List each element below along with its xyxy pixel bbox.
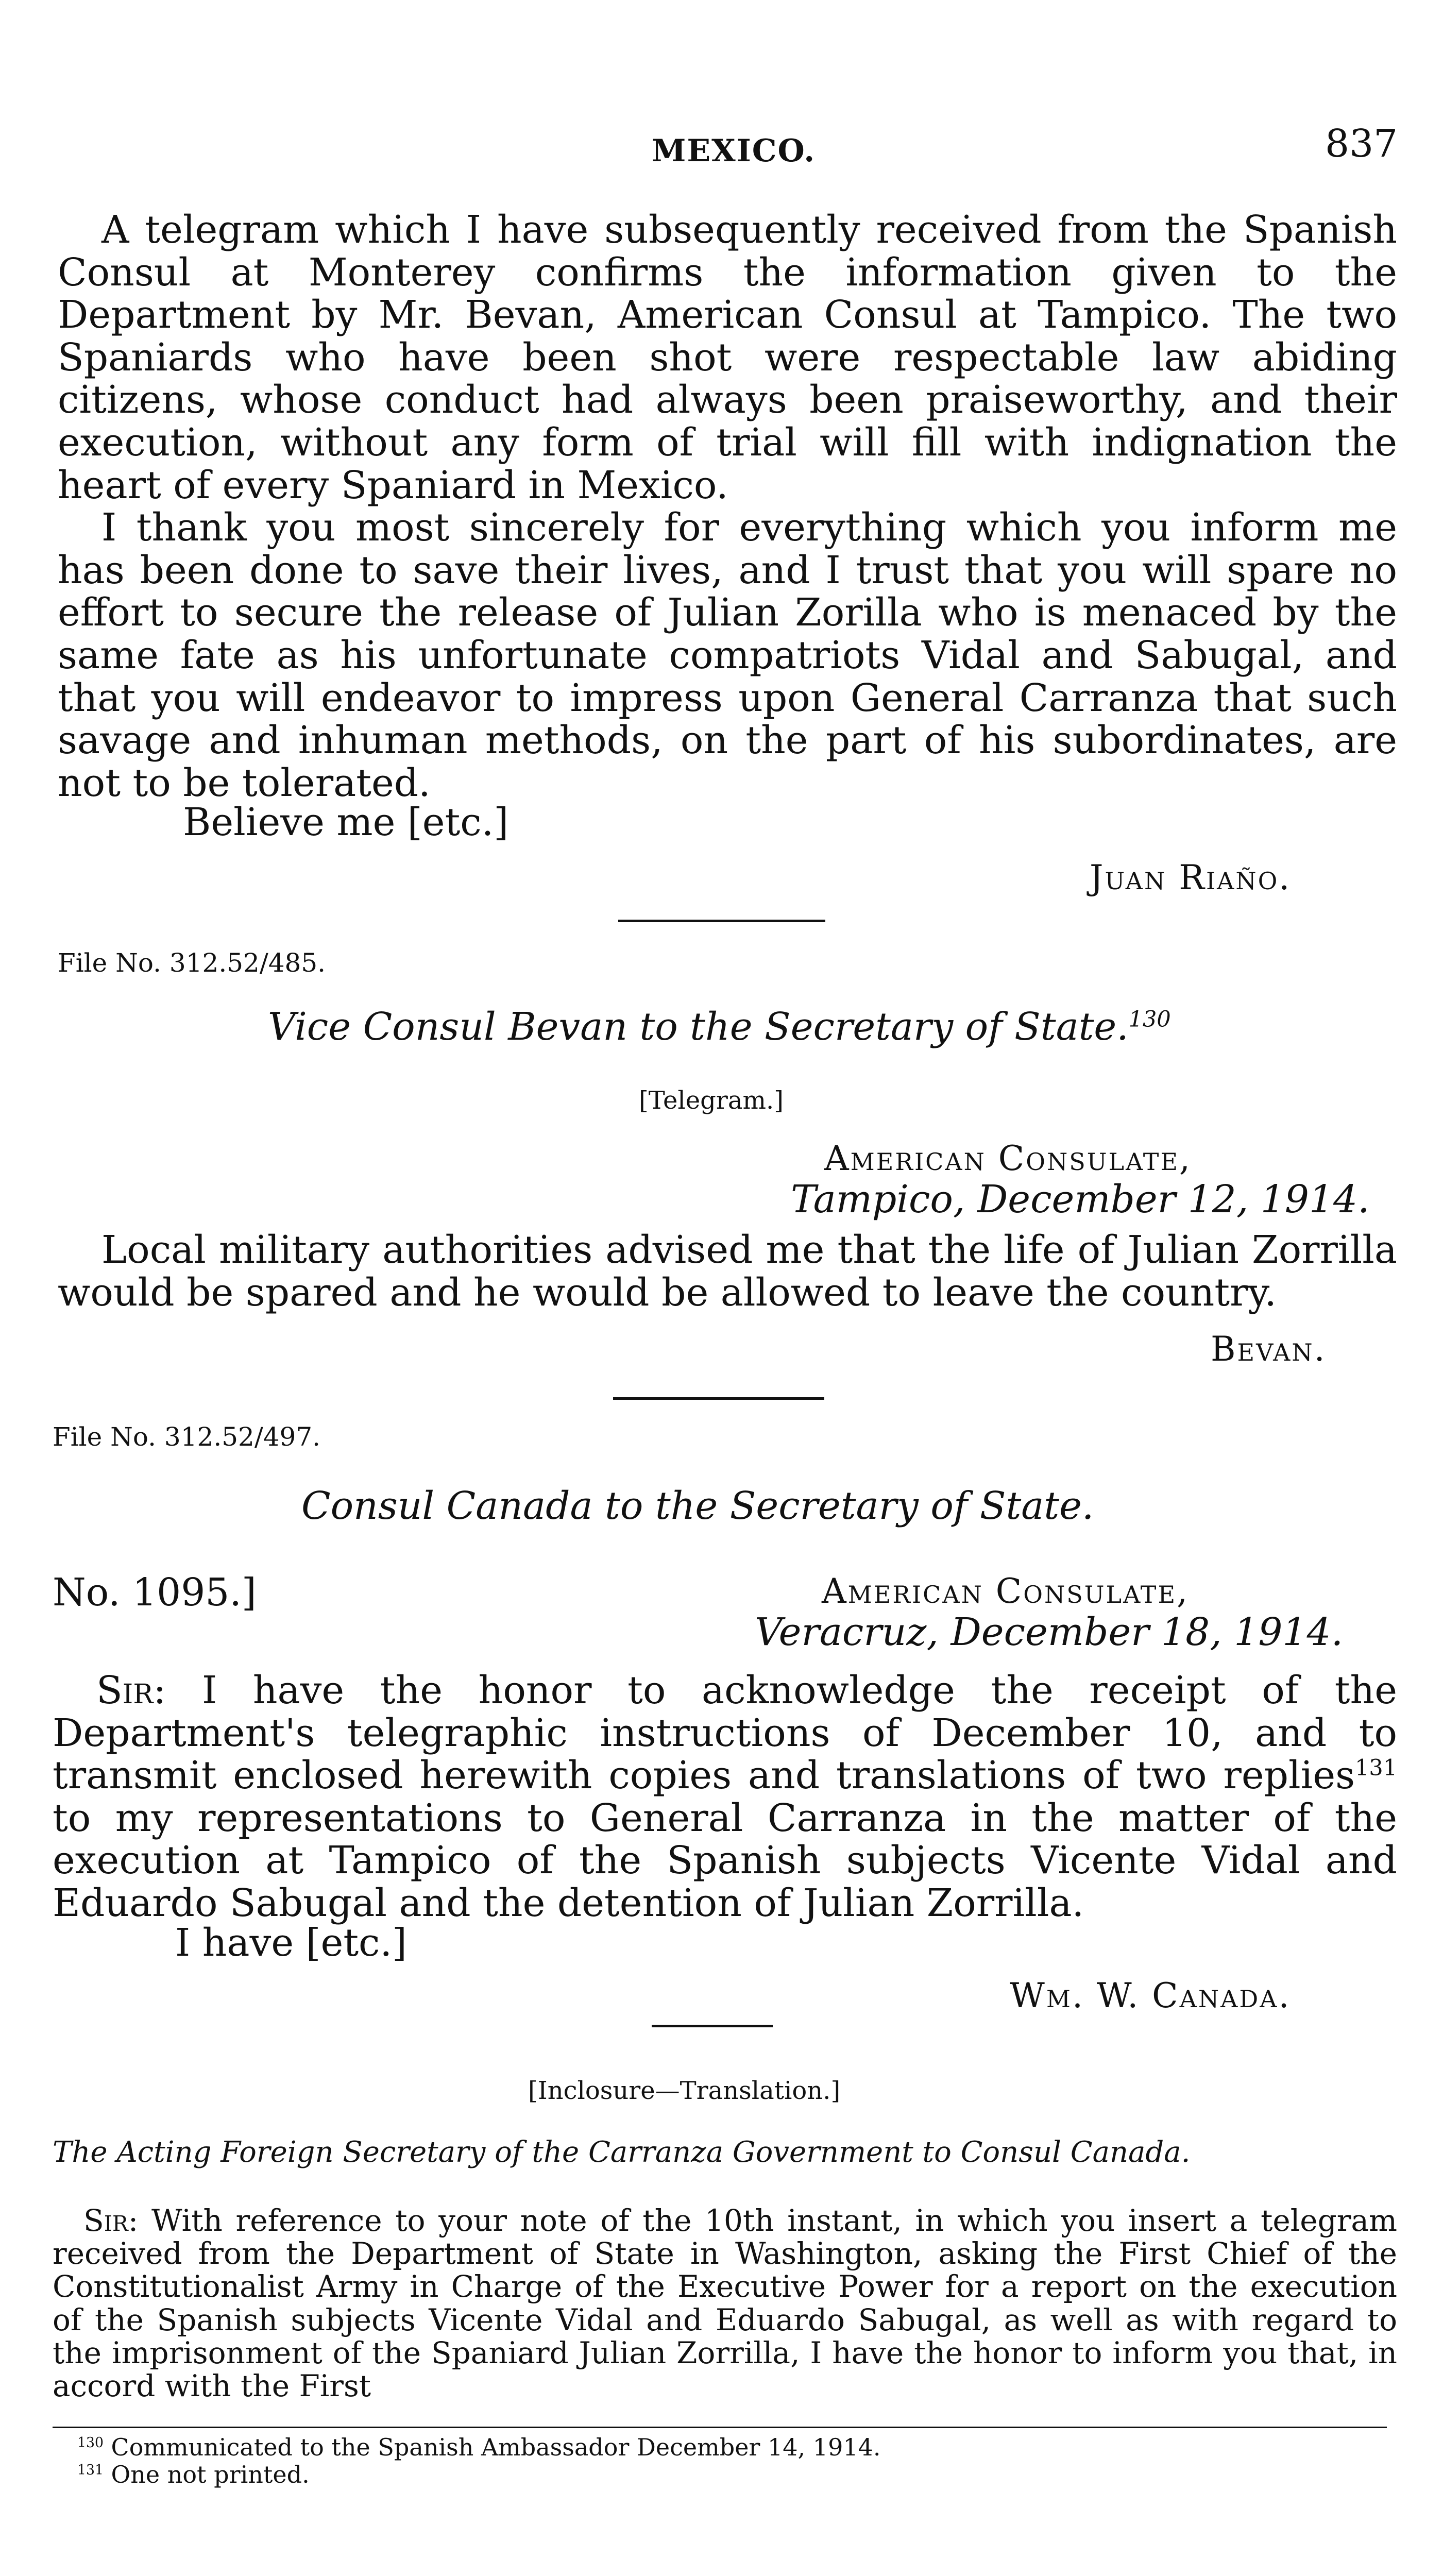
footnote-text: Communicated to the Spanish Ambassador December 14, 1914. bbox=[111, 2433, 881, 2461]
footnote-mark: 130 bbox=[77, 2435, 104, 2451]
section-divider bbox=[613, 1397, 824, 1400]
dispatch-number: No. 1095.] bbox=[53, 1570, 257, 1615]
riano-paragraph-1: A telegram which I have subsequently received from the Spanish Consul at Monterey confirms the information given to the Department by Mr. Bevan, American Consul at Tampico. The two Spaniards who have been shot were respectable law abiding citizens, whose conduct had always been praiseworthy, and their execution, without any form of trial will fill with indignation the heart of every Spaniard in Mexico. bbox=[58, 208, 1397, 507]
section-divider bbox=[652, 2025, 773, 2027]
bevan-paragraph: Local military authorities advised me that the life of Julian Zorrilla would be spared and he would be allowed to leave the country. bbox=[58, 1228, 1397, 1315]
page-number: 837 bbox=[1325, 122, 1398, 166]
canada-text-2: to my representations to General Carranza in the matter of the execution at Tampico of the Spanish subjects Vicente Vidal and Eduardo Sabugal and the detention of Julian Zorrilla. bbox=[53, 1795, 1397, 1925]
document-type: [Telegram.] bbox=[639, 1086, 784, 1115]
consulate-address: American Consulate, bbox=[822, 1571, 1190, 1611]
place-date: Veracruz, December 18, 1914. bbox=[755, 1610, 1344, 1654]
footnote-131 bbox=[77, 2462, 310, 2487]
bevan-body bbox=[58, 1229, 1397, 1314]
bevan-signature: Bevan. bbox=[1211, 1329, 1327, 1369]
salutation: Sir: bbox=[83, 2203, 139, 2238]
file-number: File No. 312.52/485. bbox=[58, 948, 326, 978]
riano-signature: Juan Riaño. bbox=[1090, 858, 1292, 897]
inclosure-text: With reference to your note of the 10th instant, in which you insert a telegram received from the Department of State in Washington, asking the First Chief of the Constitutionalist Army in Charge of the Executive Power for a report on the execution of the Spanish subjects Vicente Vidal and Eduardo Sabugal, as well as with regard to the imprisonment of the Spaniard Julian Zorrilla, I have the honor to inform you that, in accord with the First bbox=[53, 2203, 1397, 2404]
section-divider bbox=[618, 920, 825, 922]
consulate-address: American Consulate, bbox=[824, 1139, 1192, 1178]
canada-signature: Wm. W. Canada. bbox=[1010, 1976, 1291, 2015]
running-header-title: MEXICO. bbox=[652, 133, 816, 169]
footnote-rule bbox=[53, 2427, 1387, 2428]
file-number: File No. 312.52/497. bbox=[53, 1422, 321, 1452]
footnote-text: One not printed. bbox=[111, 2461, 310, 2488]
footnote-ref-131: 131 bbox=[1355, 1755, 1397, 1781]
inclosure-label: [Inclosure—Translation.] bbox=[528, 2076, 841, 2105]
riano-closing: Believe me [etc.] bbox=[183, 800, 509, 844]
inclosure-title: The Acting Foreign Secretary of the Carranza Government to Consul Canada. bbox=[53, 2136, 1191, 2169]
canada-body bbox=[53, 1669, 1397, 1925]
canada-closing: I have [etc.] bbox=[175, 1921, 407, 1965]
canada-text-1: I have the honor to acknowledge the receipt of the Department's telegraphic instructions of December 10, and to transmit enclosed herewith copies and translations of two replies bbox=[53, 1668, 1397, 1798]
document-title bbox=[268, 1005, 1171, 1049]
riano-letter-body bbox=[58, 209, 1397, 804]
place-date: Tampico, December 12, 1914. bbox=[791, 1177, 1370, 1222]
footnote-mark: 131 bbox=[77, 2462, 104, 2478]
footnote-130 bbox=[77, 2434, 881, 2460]
salutation: Sir: bbox=[96, 1668, 166, 1713]
document-title: Consul Canada to the Secretary of State. bbox=[301, 1484, 1094, 1528]
bevan-title-text: Vice Consul Bevan to the Secretary of State. bbox=[268, 1005, 1129, 1049]
canada-paragraph bbox=[53, 1669, 1397, 1925]
inclosure-paragraph bbox=[53, 2204, 1397, 2402]
riano-paragraph-2: I thank you most sincerely for everything which you inform me has been done to save their lives, and I trust that you will spare no effort to secure the release of Julian Zorilla who is menaced by the same fate as his unfortunate compatriots Vidal and Sabugal, and that you will endeavor to impress upon General Carranza that such savage and inhuman methods, on the part of his subordinates, are not to be tolerated. bbox=[58, 505, 1397, 805]
footnote-ref-130: 130 bbox=[1128, 1006, 1171, 1032]
inclosure-body bbox=[53, 2204, 1397, 2402]
